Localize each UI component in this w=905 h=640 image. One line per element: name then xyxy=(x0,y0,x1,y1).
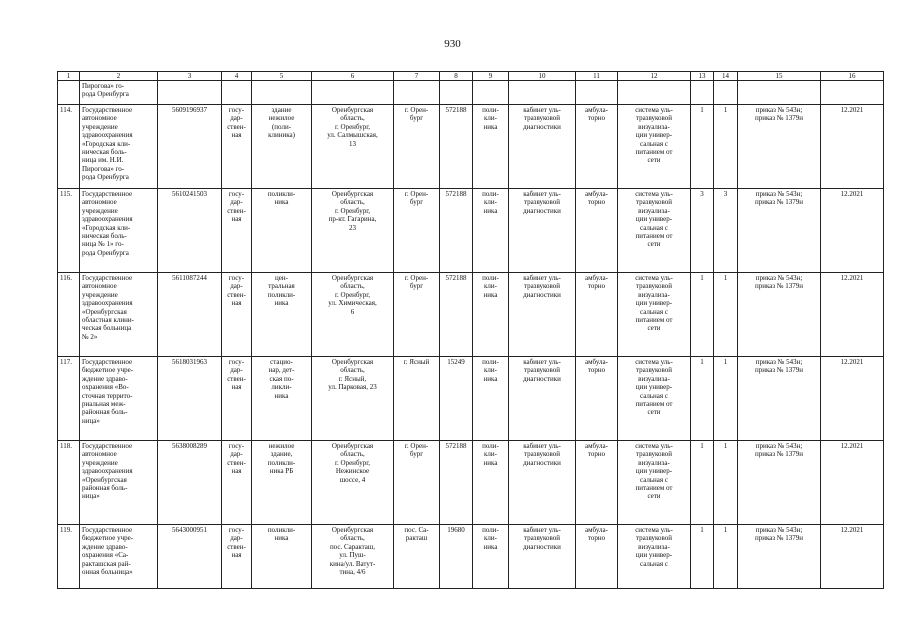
cell-date: 12.2021 xyxy=(821,189,884,273)
table-row xyxy=(58,357,884,441)
cell-q2: 1 xyxy=(714,525,738,589)
cell-q1: 1 xyxy=(691,441,714,525)
cell-address: Оренбургская область, г. Оренбург, Нежинское шоссе, 4 xyxy=(312,441,394,525)
cell-form: госу- дар- ствен- ная xyxy=(222,525,252,589)
column-number: 10 xyxy=(509,72,576,81)
registry-table xyxy=(57,71,884,589)
cell-form: госу- дар- ствен- ная xyxy=(222,273,252,357)
cell-num: 116. xyxy=(58,273,80,357)
column-number: 6 xyxy=(312,72,394,81)
column-number: 11 xyxy=(576,72,618,81)
cell-building: нежилое здание, поликли- ника РБ xyxy=(252,441,312,525)
cell-room: кабинет уль- тразвуковой диагностики xyxy=(509,525,576,589)
table-row xyxy=(58,441,884,525)
cell-equipment: система уль- тразвуковой визуализа- ции универ- сальная с питанием от сети xyxy=(618,273,691,357)
cell-date: 12.2021 xyxy=(821,273,884,357)
cell-room: кабинет уль- тразвуковой диагностики xyxy=(509,441,576,525)
cell-equipment: система уль- тразвуковой визуализа- ции универ- сальная с питанием от сети xyxy=(618,189,691,273)
cell-q1: 3 xyxy=(691,189,714,273)
cell-address: Оренбургская область, г. Оренбург, ул. Химическая, 6 xyxy=(312,273,394,357)
column-number: 15 xyxy=(738,72,821,81)
cell-q2: 3 xyxy=(714,189,738,273)
cell-orders: приказ № 543н; приказ № 1379н xyxy=(738,273,821,357)
column-number: 4 xyxy=(222,72,252,81)
cell-num xyxy=(58,81,80,105)
column-number: 5 xyxy=(252,72,312,81)
cell-num: 119. xyxy=(58,525,80,589)
cell-num: 114. xyxy=(58,105,80,189)
cell-q2: 1 xyxy=(714,441,738,525)
cell-inn: 5643000951 xyxy=(158,525,222,589)
cell-orders: приказ № 543н; приказ № 1379н xyxy=(738,105,821,189)
cell-q2: 1 xyxy=(714,273,738,357)
cell-orders: приказ № 543н; приказ № 1379н xyxy=(738,525,821,589)
cell-address: Оренбургская область, г. Ясный, ул. Парковая, 23 xyxy=(312,357,394,441)
column-number: 1 xyxy=(58,72,80,81)
cell-q1: 1 xyxy=(691,105,714,189)
column-number: 14 xyxy=(714,72,738,81)
cell-org: Пирогова» го- рода Оренбурга xyxy=(80,81,158,105)
cell-orders: приказ № 543н; приказ № 1379н xyxy=(738,357,821,441)
cell-room: кабинет уль- тразвуковой диагностики xyxy=(509,105,576,189)
cell-city: г. Орен- бург xyxy=(394,105,440,189)
cell-orders: приказ № 543н; приказ № 1379н xyxy=(738,189,821,273)
table-row xyxy=(58,273,884,357)
cell-unit: поли- кли- ника xyxy=(473,189,509,273)
cell-org: Государственное автономное учреждение здравоохранения «Оренбургская областная клини- ческая больница № 2» xyxy=(80,273,158,357)
cell-date: 12.2021 xyxy=(821,525,884,589)
column-number: 12 xyxy=(618,72,691,81)
cell-form: госу- дар- ствен- ная xyxy=(222,105,252,189)
table-row xyxy=(58,525,884,589)
cell-building: цен- тральная поликли- ника xyxy=(252,273,312,357)
cell-q1: 1 xyxy=(691,273,714,357)
column-number: 8 xyxy=(440,72,473,81)
cell-date: 12.2021 xyxy=(821,105,884,189)
table-body xyxy=(58,72,884,589)
column-number: 13 xyxy=(691,72,714,81)
cell-code: 572188 xyxy=(440,105,473,189)
cell-equipment: система уль- тразвуковой визуализа- ции универ- сальная с питанием от сети xyxy=(618,441,691,525)
cell-address: Оренбургская область, пос. Саракташ, ул. Пуш- кина/ул. Ватут- тина, 4/6 xyxy=(312,525,394,589)
cell-inn: 5611087244 xyxy=(158,273,222,357)
cell-room: кабинет уль- тразвуковой диагностики xyxy=(509,357,576,441)
cell-inn: 5610241503 xyxy=(158,189,222,273)
column-number: 7 xyxy=(394,72,440,81)
cell-city: г. Орен- бург xyxy=(394,441,440,525)
cell-inn: 5638008289 xyxy=(158,441,222,525)
cell-org: Государственное автономное учреждение здравоохранения «Городская кли- ническая боль- ница № 1» го- рода Оренбурга xyxy=(80,189,158,273)
cell-code: 572188 xyxy=(440,273,473,357)
cell-care: амбула- торно xyxy=(576,189,618,273)
cell-q1: 1 xyxy=(691,357,714,441)
cell-address: Оренбургская область, г. Оренбург, ул. Салмышская, 13 xyxy=(312,105,394,189)
cell-city: г. Орен- бург xyxy=(394,273,440,357)
table-row xyxy=(58,189,884,273)
cell-unit: поли- кли- ника xyxy=(473,441,509,525)
cell-building: здание нежилое (поли- клиника) xyxy=(252,105,312,189)
cell-org: Государственное автономное учреждение здравоохранения «Городская кли- ническая боль- ница им. Н.И. Пирогова» го- рода Оренбурга xyxy=(80,105,158,189)
cell-date: 12.2021 xyxy=(821,441,884,525)
cell-city: пос. Са- ракташ xyxy=(394,525,440,589)
cell-q1: 1 xyxy=(691,525,714,589)
cell-unit: поли- кли- ника xyxy=(473,357,509,441)
column-number: 9 xyxy=(473,72,509,81)
cell-city: г. Орен- бург xyxy=(394,189,440,273)
cell-code: 15249 xyxy=(440,357,473,441)
cell-orders: приказ № 543н; приказ № 1379н xyxy=(738,441,821,525)
cell-form: госу- дар- ствен- ная xyxy=(222,441,252,525)
column-number: 3 xyxy=(158,72,222,81)
cell-equipment: система уль- тразвуковой визуализа- ции универ- сальная с питанием от сети xyxy=(618,105,691,189)
cell-inn: 5609196937 xyxy=(158,105,222,189)
cell-building: поликли- ника xyxy=(252,525,312,589)
cell-address: Оренбургская область, г. Оренбург, пр-кт. Гагарина, 23 xyxy=(312,189,394,273)
column-number: 16 xyxy=(821,72,884,81)
cell-form: госу- дар- ствен- ная xyxy=(222,189,252,273)
cell-unit: поли- кли- ника xyxy=(473,273,509,357)
cell-code: 572188 xyxy=(440,189,473,273)
cell-date: 12.2021 xyxy=(821,357,884,441)
cell-care: амбула- торно xyxy=(576,357,618,441)
cell-care: амбула- торно xyxy=(576,441,618,525)
cell-q2: 1 xyxy=(714,357,738,441)
continuation-row xyxy=(58,81,884,105)
cell-building: стацио- нар, дет- ская по- ликли- ника xyxy=(252,357,312,441)
cell-org: Государственное бюджетное учре- ждение здраво- охранения «Са- ракташская рай- онная больница» xyxy=(80,525,158,589)
cell-code: 572188 xyxy=(440,441,473,525)
cell-q2: 1 xyxy=(714,105,738,189)
cell-inn: 5618031963 xyxy=(158,357,222,441)
cell-equipment: система уль- тразвуковой визуализа- ции универ- сальная с xyxy=(618,525,691,589)
cell-num: 118. xyxy=(58,441,80,525)
cell-num: 117. xyxy=(58,357,80,441)
cell-equipment: система уль- тразвуковой визуализа- ции универ- сальная с питанием от сети xyxy=(618,357,691,441)
column-number: 2 xyxy=(80,72,158,81)
cell-org: Государственное бюджетное учре- ждение здраво- охранения «Во- сточная террито- риальная меж- районная боль- ница» xyxy=(80,357,158,441)
cell-room: кабинет уль- тразвуковой диагностики xyxy=(509,189,576,273)
column-number-row xyxy=(58,72,884,81)
cell-code: 19680 xyxy=(440,525,473,589)
cell-org: Государственное автономное учреждение здравоохранения «Оренбургская районная боль- ница» xyxy=(80,441,158,525)
cell-num: 115. xyxy=(58,189,80,273)
table-row xyxy=(58,105,884,189)
cell-unit: поли- кли- ника xyxy=(473,525,509,589)
cell-room: кабинет уль- тразвуковой диагностики xyxy=(509,273,576,357)
page-number: 930 xyxy=(444,38,461,50)
cell-unit: поли- кли- ника xyxy=(473,105,509,189)
cell-care: амбула- торно xyxy=(576,273,618,357)
cell-care: амбула- торно xyxy=(576,105,618,189)
cell-city: г. Ясный xyxy=(394,357,440,441)
cell-form: госу- дар- ствен- ная xyxy=(222,357,252,441)
cell-care: амбула- торно xyxy=(576,525,618,589)
cell-building: поликли- ника xyxy=(252,189,312,273)
